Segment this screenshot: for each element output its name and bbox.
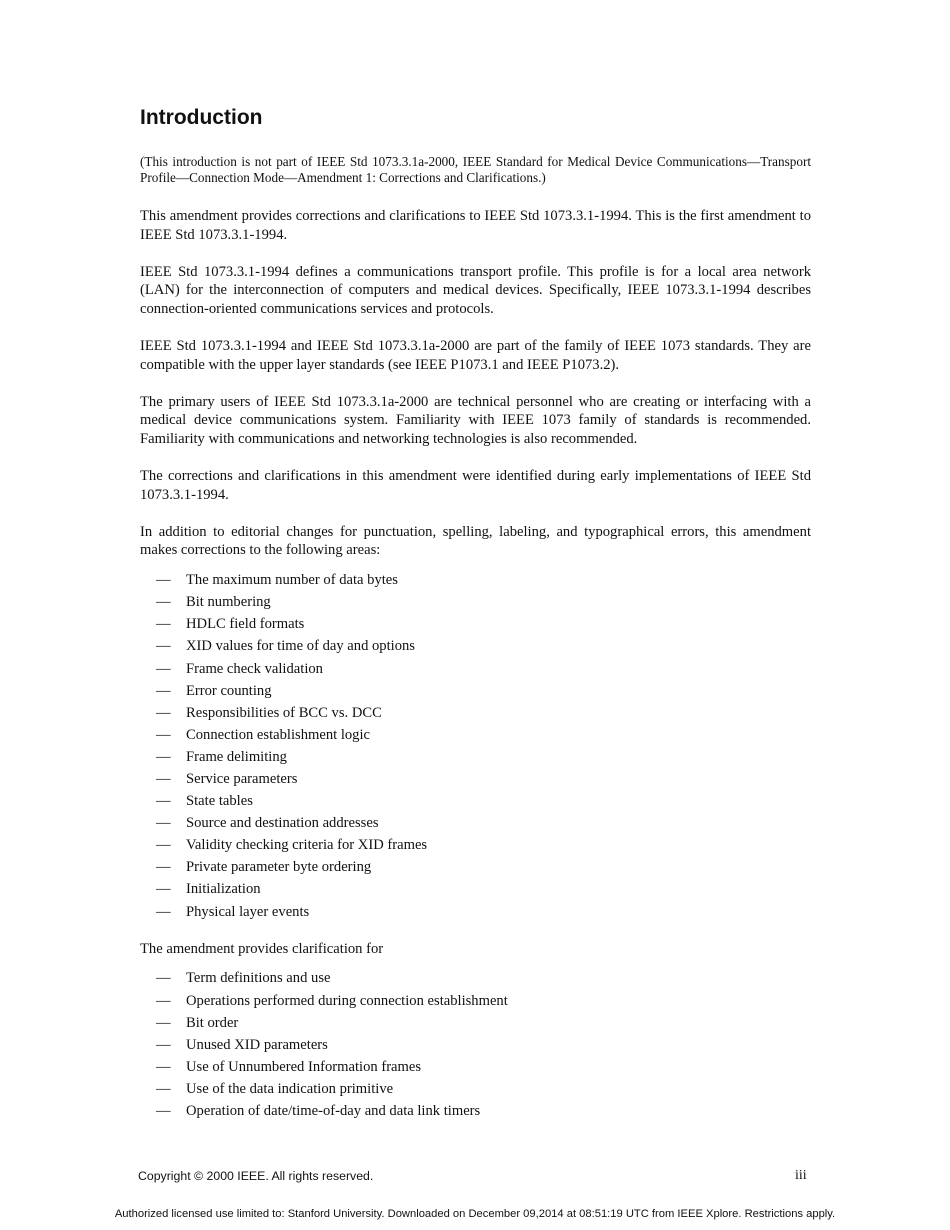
list-item-text: Use of the data indication primitive — [186, 1080, 394, 1097]
list-item — [140, 702, 811, 724]
list-item — [140, 591, 811, 613]
list-item-text: Validity checking criteria for XID frames — [186, 837, 428, 854]
list-item-text: Initialization — [186, 881, 261, 898]
list-item-text: Term definitions and use — [186, 970, 331, 987]
list-dash: — — [156, 1103, 171, 1120]
list-dash: — — [156, 1080, 171, 1097]
list-item-text: Responsibilities of BCC vs. DCC — [186, 704, 382, 721]
list-item-text: State tables — [186, 793, 253, 810]
list-dash: — — [156, 992, 171, 1009]
list-item-text: Use of Unnumbered Information frames — [186, 1058, 422, 1075]
list-dash: — — [156, 748, 171, 765]
list-item — [140, 724, 811, 746]
list-item — [140, 790, 811, 812]
list-item-text: Source and destination addresses — [186, 815, 379, 832]
list-item — [140, 834, 811, 856]
page-number: iii — [795, 1168, 807, 1183]
list-item-text: Frame delimiting — [186, 748, 287, 765]
list-item — [140, 967, 811, 989]
paragraph-standards-family: IEEE Std 1073.3.1-1994 and IEEE Std 1073.3.1a-2000 are part of the family of IEEE 1073 standards. They are compatible with the upper layer standards (see IEEE P1073.1 and IEEE P1073.2). — [140, 337, 811, 373]
list-item — [140, 613, 811, 635]
paragraph-transport-profile: IEEE Std 1073.3.1-1994 defines a communications transport profile. This profile is for a local area network (LAN) for the interconnection of computers and medical devices. Specifically, IEEE 1073.3.1-1994 describes connection-oriented communications services and protocols. — [140, 263, 811, 318]
list-item-text: Frame check validation — [186, 660, 323, 677]
list-item — [140, 1100, 811, 1122]
list-item-text: HDLC field formats — [186, 616, 305, 633]
list-item — [140, 990, 811, 1012]
list-item — [140, 569, 811, 591]
list-dash: — — [156, 638, 171, 655]
introduction-note: (This introduction is not part of IEEE Std 1073.3.1a-2000, IEEE Standard for Medical Device Communications—Transport Profile—Connection Mode—Amendment 1: Corrections and Clarifications.) — [140, 154, 811, 185]
list-dash: — — [156, 771, 171, 787]
list-item — [140, 1056, 811, 1078]
list-dash: — — [156, 859, 171, 876]
list-dash: — — [156, 704, 171, 721]
list-item-text: The maximum number of data bytes — [186, 572, 398, 589]
list-item — [140, 746, 811, 768]
list-item-text: Error counting — [186, 682, 272, 699]
list-item — [140, 812, 811, 834]
list-dash: — — [156, 682, 171, 699]
list-item-text: Connection establishment logic — [186, 726, 371, 743]
license-notice: Authorized licensed use limited to: Stanford University. Downloaded on December 09,2014 at 08:51:19 UTC from IEEE Xplore. Restrictions apply. — [114, 1208, 836, 1220]
list-item — [140, 856, 811, 878]
list-dash: — — [156, 970, 171, 987]
list-item — [140, 768, 811, 790]
page-title: Introduction — [140, 106, 263, 129]
list-dash: — — [156, 726, 171, 743]
paragraph-corrections-intro: In addition to editorial changes for punctuation, spelling, labeling, and typographical errors, this amendment makes corrections to the following areas: — [140, 523, 811, 559]
list-dash: — — [156, 903, 171, 920]
list-dash: — — [156, 881, 171, 898]
paragraph-clarification-intro: The amendment provides clarification for — [140, 940, 384, 957]
list-item — [140, 658, 811, 680]
list-item-text: Bit order — [186, 1014, 239, 1031]
list-dash: — — [156, 815, 171, 832]
list-item-text: Unused XID parameters — [186, 1036, 328, 1053]
list-item — [140, 680, 811, 702]
list-dash: — — [156, 660, 171, 677]
list-item — [140, 1012, 811, 1034]
list-item — [140, 635, 811, 657]
list-item — [140, 1034, 811, 1056]
list-item-text: Private parameter byte ordering — [186, 859, 372, 876]
list-item-text: XID values for time of day and options — [186, 638, 415, 655]
corrections-list — [140, 569, 811, 923]
list-item-text: Operation of date/time-of-day and data link timers — [186, 1103, 481, 1120]
list-dash: — — [156, 616, 171, 633]
list-dash: — — [156, 594, 171, 611]
paragraph-corrections-origin: The corrections and clarifications in this amendment were identified during early implementations of IEEE Std 1073.3.1-1994. — [140, 467, 811, 503]
list-dash: — — [156, 572, 171, 589]
list-item-text: Physical layer events — [186, 903, 310, 920]
paragraph-primary-users: The primary users of IEEE Std 1073.3.1a-2000 are technical personnel who are creating or interfacing with a medical device communications system. Familiarity with IEEE 1073 family of standards is recommended. Familiarity with communications and networking technologies is also recommended. — [140, 393, 811, 448]
list-dash: — — [156, 1014, 171, 1031]
footer-copyright: Copyright © 2000 IEEE. All rights reserved. — [138, 1169, 374, 1183]
list-dash: — — [156, 1036, 171, 1053]
list-item — [140, 878, 811, 900]
list-item-text: Operations performed during connection establishment — [186, 992, 508, 1009]
list-item-text: Bit numbering — [186, 594, 271, 611]
clarifications-list — [140, 967, 811, 1122]
document-body — [140, 104, 811, 1139]
paragraph-amendment-summary: This amendment provides corrections and clarifications to IEEE Std 1073.3.1-1994. This is the first amendment to IEEE Std 1073.3.1-1994. — [140, 208, 811, 243]
list-item — [140, 901, 811, 923]
list-dash: — — [156, 837, 171, 854]
list-item-text: Service parameters — [186, 771, 298, 787]
list-dash: — — [156, 1058, 171, 1075]
list-item — [140, 1078, 811, 1100]
list-dash: — — [156, 793, 171, 810]
